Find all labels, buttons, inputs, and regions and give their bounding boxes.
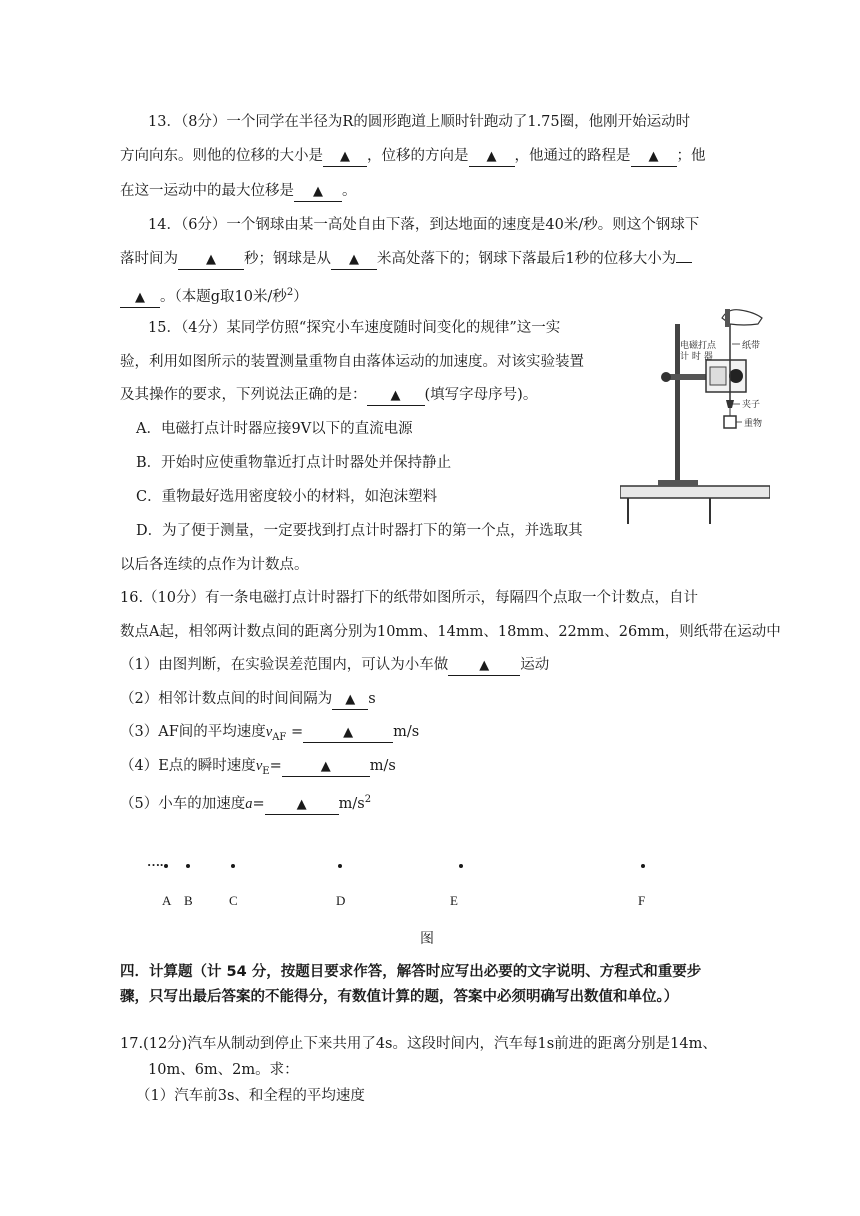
q13-text: ；他	[676, 148, 706, 164]
tape-point-c	[231, 864, 235, 868]
clip-label: 夹子	[742, 400, 761, 410]
timer-coil	[710, 367, 726, 385]
q16-text: 运动	[520, 657, 550, 673]
timer-label-2: 计 时 器	[680, 352, 713, 362]
superscript: 2	[364, 794, 372, 805]
q15-option-b: B．开始时应使重物靠近打点计时器处并保持静止	[136, 455, 452, 471]
table-top	[620, 486, 770, 498]
answer-blank[interactable]: ▲	[294, 183, 342, 202]
superscript: 2	[286, 287, 294, 298]
tape-label-d: D	[336, 893, 346, 908]
figure-caption: 图	[420, 932, 434, 947]
velocity-symbol: v	[265, 724, 273, 740]
tape-label: 纸带	[742, 341, 761, 351]
q13-line-1: 13．（8分）一个同学在半径为R的圆形跑道上顺时针跑动了1.75圈，他刚开始运动时	[148, 114, 691, 130]
tape-point-d	[338, 864, 342, 868]
q14-text: 。（本题g取10米/秒	[160, 288, 287, 305]
q14-text: ）	[293, 288, 308, 305]
q14-line-2	[120, 249, 692, 270]
q17-line-2: 10m、6m、2m。求：	[148, 1062, 299, 1078]
q15-text: (填写字母序号)。	[424, 387, 538, 403]
q16-sub-4	[120, 756, 396, 782]
timer-magnet	[729, 369, 743, 383]
tape-label-c: C	[229, 893, 238, 908]
subscript: E	[262, 765, 270, 777]
tape-prefix: ….	[147, 854, 164, 869]
q16-sub-2	[120, 689, 376, 710]
answer-blank[interactable]: ▲	[120, 289, 160, 308]
q14-text: 米高处落下的；钢球下落最后1秒的位移大小为	[377, 251, 677, 267]
q16-text: （5）小车的加速度	[120, 795, 246, 812]
weight-block	[724, 416, 736, 428]
answer-blank-tail[interactable]	[676, 262, 692, 263]
q16-sub-5	[120, 790, 371, 815]
answer-blank[interactable]: ▲	[367, 387, 425, 406]
q15-line-3	[120, 385, 537, 406]
q14-line-3	[120, 283, 308, 308]
answer-blank[interactable]: ▲	[448, 657, 520, 676]
tape-label-e: E	[450, 893, 458, 908]
section-4-heading-2: 骤，只写出最后答案的不能得分，有数值计算的题，答案中必须明确写出数值和单位。）	[120, 989, 679, 1005]
q16-text: =	[252, 795, 265, 812]
answer-blank[interactable]: ▲	[331, 251, 377, 270]
q16-text: =	[269, 758, 282, 774]
q16-sub-1	[120, 655, 549, 676]
timer-label-1: 电磁打点	[680, 341, 717, 351]
q14-text: 秒；钢球是从	[244, 251, 331, 267]
q13-line-2	[120, 146, 706, 167]
q16-text: （1）由图判断，在实验误差范围内，可认为小车做	[120, 657, 449, 673]
q17-line-1: 17.(12分)汽车从制动到停止下来共用了4s。这段时间内，汽车每1s前进的距离分别是14m、	[120, 1036, 717, 1052]
q15-line-2: 验，利用如图所示的装置测量重物自由落体运动的加速度。对该实验装置	[120, 354, 584, 370]
q15-option-d: D．为了便于测量，一定要找到打点计时器打下的第一个点，并选取其	[136, 523, 583, 539]
answer-blank[interactable]: ▲	[303, 724, 393, 743]
q16-text: （3）AF间的平均速度	[120, 724, 266, 740]
q13-text: 方向向东。则他的位移的大小是	[120, 148, 323, 164]
tape-point-b	[186, 864, 190, 868]
tape-label-a: A	[162, 893, 172, 908]
q16-sub-3	[120, 722, 419, 748]
answer-blank[interactable]: ▲	[282, 758, 370, 777]
section-4-heading-1: 四．计算题（计 54 分，按题目要求作答，解答时应写出必要的文字说明、方程式和重要步	[120, 964, 702, 980]
q13-text: ，位移的方向是	[367, 148, 469, 164]
tape-point-f	[641, 864, 645, 868]
weight-label: 重物	[744, 419, 763, 429]
q16-text: m/s	[338, 795, 365, 812]
tape-label-b: B	[184, 893, 193, 908]
subscript: AF	[272, 731, 287, 743]
q16-text: （2）相邻计数点间的时间间隔为	[120, 691, 333, 707]
q14-text: 落时间为	[120, 251, 178, 267]
q13-text: ，他通过的路程是	[514, 148, 631, 164]
acceleration-symbol: a	[245, 795, 253, 812]
q15-line-1: 15．（4分）某同学仿照“探究小车速度随时间变化的规律”这一实	[148, 320, 561, 336]
stand-base	[658, 480, 698, 486]
q13-text: 。	[342, 183, 357, 199]
answer-blank[interactable]: ▲	[332, 691, 368, 710]
answer-blank[interactable]: ▲	[323, 148, 367, 167]
q13-line-3	[120, 181, 357, 202]
apparatus-figure	[620, 304, 770, 526]
tape-point-e	[459, 864, 463, 868]
q15-text: 及其操作的要求，下列说法正确的是：	[120, 387, 367, 403]
q16-text: s	[368, 691, 376, 707]
answer-blank[interactable]: ▲	[631, 148, 677, 167]
q16-line-2: 数点A起，相邻两计数点间的距离分别为10mm、14mm、18mm、22mm、26mm，则纸带在运动中	[120, 624, 781, 640]
tape-holder	[725, 309, 730, 327]
q15-option-a: A．电磁打点计时器应接9V以下的直流电源	[136, 421, 413, 437]
answer-blank[interactable]: ▲	[178, 251, 244, 270]
q16-text: （4）E点的瞬时速度	[120, 758, 256, 774]
q16-line-1: 16.（10分）有一条电磁打点计时器打下的纸带如图所示，每隔四个点取一个计数点，自计	[120, 590, 699, 606]
tape-label-f: F	[638, 893, 646, 908]
answer-blank[interactable]: ▲	[469, 148, 515, 167]
tape-point-a	[164, 864, 168, 868]
q16-text: m/s	[369, 758, 396, 774]
answer-blank[interactable]: ▲	[265, 796, 339, 815]
q16-text: m/s	[393, 724, 420, 740]
q14-line-1: 14．（6分）一个钢球由某一高处自由下落，到达地面的速度是40米/秒。则这个钢球下	[148, 217, 700, 233]
q13-text: 在这一运动中的最大位移是	[120, 183, 294, 199]
q15-option-d-cont: 以后各连续的点作为计数点。	[120, 557, 309, 573]
velocity-symbol: v	[255, 758, 263, 774]
q17-sub-1: （1）汽车前3s、和全程的平均速度	[136, 1088, 365, 1104]
q15-option-c: C．重物最好选用密度较小的材料，如泡沫塑料	[136, 489, 438, 505]
clamp-screw	[661, 372, 671, 382]
q16-text: =	[286, 724, 304, 740]
